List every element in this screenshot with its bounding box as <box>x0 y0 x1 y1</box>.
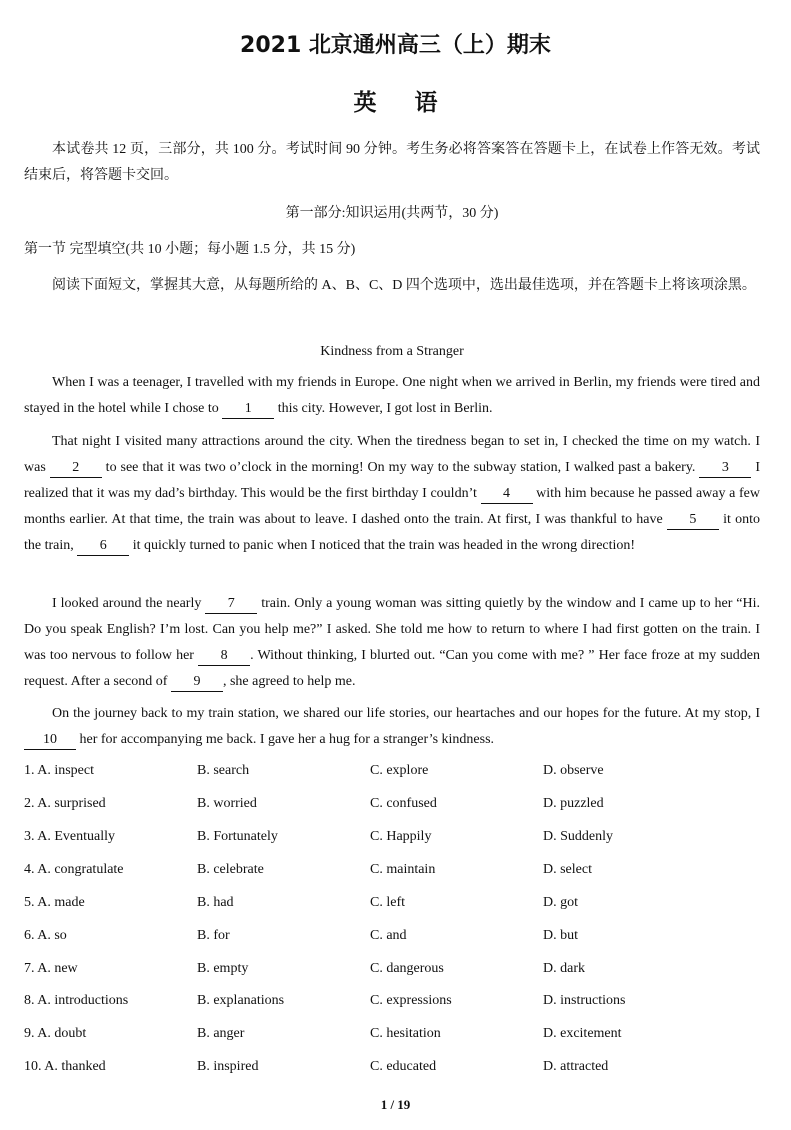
question-5-options <box>24 895 760 915</box>
question-7-options <box>24 961 760 981</box>
question-9-options <box>24 1026 760 1046</box>
option-c: C. left <box>370 895 405 910</box>
option-c: C. Happily <box>370 829 432 844</box>
blank-6: 6 <box>77 537 129 556</box>
blank-4: 4 <box>481 485 533 504</box>
question-4-options <box>24 862 760 882</box>
blank-9: 9 <box>171 673 223 692</box>
section-instructions: 阅读下面短文，掌握其大意，从每题所给的 A、B、C、D 四个选项中，选出最佳选项，并在答题卡上将该项涂黑。 <box>52 278 756 293</box>
option-d: D. select <box>543 862 592 877</box>
option-b: B. Fortunately <box>197 829 278 844</box>
option-d: D. Suddenly <box>543 829 613 844</box>
option-c: C. educated <box>370 1059 437 1074</box>
question-1-options <box>24 763 760 783</box>
option-c: C. dangerous <box>370 961 444 976</box>
passage-title: Kindness from a Stranger <box>320 344 464 359</box>
question-10-options <box>24 1059 760 1079</box>
option-a: 10. A. thanked <box>24 1059 106 1074</box>
blank-2: 2 <box>50 459 102 478</box>
section-heading: 第一节 完型填空(共 10 小题；每小题 1.5 分，共 15 分) <box>24 242 356 257</box>
option-d: D. instructions <box>543 993 626 1008</box>
question-6-options <box>24 928 760 948</box>
passage-paragraph-1: When I was a teenager, I travelled with my friends in Europe. One night when we arrived in Berlin, my friends were tired and stayed in the hotel while I chose to 1 this city. However, I got lost in Berlin. <box>24 370 760 422</box>
page-number: 1 / 19 <box>380 1097 411 1112</box>
option-d: D. got <box>543 895 578 910</box>
option-c: C. expressions <box>370 993 452 1008</box>
question-2-options <box>24 796 760 816</box>
option-d: D. dark <box>543 961 585 976</box>
option-c: C. and <box>370 928 407 943</box>
option-c: C. confused <box>370 796 437 811</box>
option-d: D. excitement <box>543 1026 622 1041</box>
part-heading: 第一部分:知识运用(共两节，30 分) <box>285 206 499 221</box>
passage-paragraph-3: I looked around the nearly 7 train. Only a young woman was sitting quietly by the window and I came up to her “Hi. Do you speak English? I’m lost. Can you help me?” I asked. She told me how to return to where I had first gotten on the train. I was too nervous to follow her 8 . Without thinking, I blurted out. “Can you come with me? ” Her face froze at my sudden request. After a second of 9 , she agreed to help me. <box>24 591 760 695</box>
option-a: 9. A. doubt <box>24 1026 87 1041</box>
question-8-options <box>24 993 760 1013</box>
blank-7: 7 <box>205 595 257 614</box>
option-a: 5. A. made <box>24 895 85 910</box>
option-b: B. celebrate <box>197 862 264 877</box>
option-a: 6. A. so <box>24 928 67 943</box>
passage-paragraph-2: That night I visited many attractions around the city. When the tiredness began to set in, I checked the time on my watch. I was 2 to see that it was two o’clock in the morning! On my way to the subway station, I walked past a bakery. 3 I realized that it was my dad’s birthday. This would be the first birthday I couldn’t 4 with him because he passed away a few months earlier. At that time, the train was about to leave. I dashed onto the train. At first, I was thankful to have 5 it onto the train, 6 it quickly turned to panic when I noticed that the train was headed in the wrong direction! <box>24 429 760 559</box>
option-c: C. hesitation <box>370 1026 441 1041</box>
exam-intro: 本试卷共 12 页，三部分，共 100 分。考试时间 90 分钟。考生务必将答案答在答题卡上，在试卷上作答无效。考试结束后，将答题卡交回。 <box>24 142 760 183</box>
option-c: C. maintain <box>370 862 436 877</box>
option-b: B. had <box>197 895 234 910</box>
blank-10: 10 <box>24 731 76 750</box>
blank-1: 1 <box>222 400 274 419</box>
page-title: 2021 北京通州高三（上）期末 <box>240 33 551 58</box>
option-b: B. anger <box>197 1026 245 1041</box>
option-b: B. worried <box>197 796 257 811</box>
option-a: 2. A. surprised <box>24 796 106 811</box>
option-d: D. puzzled <box>543 796 604 811</box>
option-b: B. explanations <box>197 993 285 1008</box>
option-b: B. for <box>197 928 230 943</box>
option-d: D. attracted <box>543 1059 609 1074</box>
option-c: C. explore <box>370 763 429 778</box>
option-a: 3. A. Eventually <box>24 829 115 844</box>
blank-5: 5 <box>667 511 719 530</box>
option-b: B. empty <box>197 961 249 976</box>
option-b: B. inspired <box>197 1059 259 1074</box>
option-a: 1. A. inspect <box>24 763 94 778</box>
blank-3: 3 <box>699 459 751 478</box>
option-b: B. search <box>197 763 250 778</box>
passage-paragraph-4: On the journey back to my train station, we shared our life stories, our heartaches and our hopes for the future. At my stop, I 10 her for accompanying me back. I gave her a hug for a stranger’s kindness. <box>24 701 760 753</box>
blank-8: 8 <box>198 647 250 666</box>
option-d: D. but <box>543 928 578 943</box>
option-a: 7. A. new <box>24 961 78 976</box>
option-d: D. observe <box>543 763 604 778</box>
subject-heading: 英语 <box>353 90 476 116</box>
question-3-options <box>24 829 760 849</box>
option-a: 4. A. congratulate <box>24 862 124 877</box>
option-a: 8. A. introductions <box>24 993 129 1008</box>
